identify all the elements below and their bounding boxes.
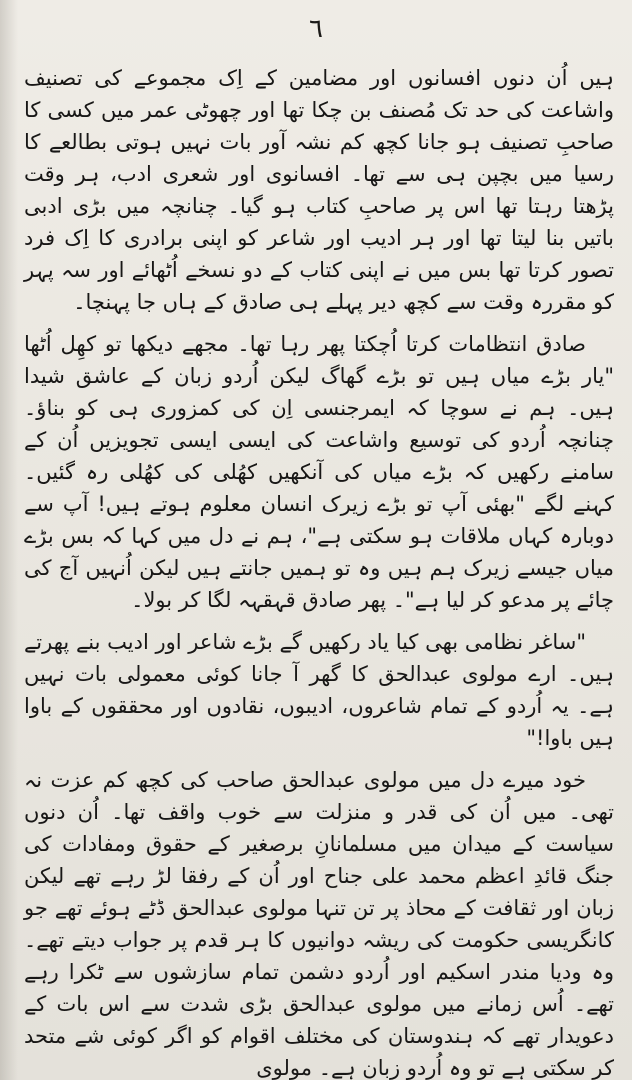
paragraph-1: ہیں اُن دنوں افسانوں اور مضامین کے اِک مجموعے کی تصنیف واشاعت کی حد تک مُصنف بن چکا تھا اور چھوٹی عمر میں کسی کا صاحبِ تصنیف ہو جانا کچھ کم نشہ آور بات نہیں ہوتی بطالعے کا رسیا میں بچپن ہی سے تھا۔ افسانوی اور شعری ادب، ہر وقت پڑھتا رہتا تھا اس پر صاحبِ کتاب ہو گیا۔ چنانچہ میں بڑی ادبی باتیں بنا لیتا تھا اور ہر ادیب اور شاعر کو اپنی برادری کا اِک فرد تصور کرتا تھا بس میں نے اپنی کتاب کے دو نسخے اُٹھائے اور سہ پہر کو مقررہ وقت سے کچھ دیر پہلے ہی صادق کے ہاں جا پہنچا۔ [24, 66, 614, 314]
paragraph-4: خود میرے دل میں مولوی عبدالحق صاحب کی کچھ کم عزت نہ تھی۔ میں اُن کی قدر و منزلت سے خوب واقف تھا۔ اُن دنوں سیاست کے میدان میں مسلمانانِ برصغیر کے حقوق ومفادات کی جنگ قائدِ اعظم محمد علی جناح اور اُن کے رفقا لڑ رہے تھے لیکن زبان اور ثقافت کے محاذ پر تن تنہا مولوی عبدالحق ڈٹے ہوئے تھے جو کانگریسی حکومت کی ریشہ دوانیوں کا ہر قدم پر جواب دیتے تھے۔ وہ ودیا مندر اسکیم اور اُردو دشمن تمام سازشوں سے ٹکرا رہے تھے۔ اُس زمانے میں مولوی عبدالحق بڑی شدت سے اس بات کے دعویدار تھے کہ ہندوستان کی مختلف اقوام کو اگر کوئی شے متحد کر سکتی ہے تو وہ اُردو زبان ہے۔ مولوی [24, 768, 614, 1080]
page-body-text [24, 62, 614, 1080]
page-number: ٦ [309, 14, 323, 44]
paragraph-2: صادق انتظامات کرتا اُچکتا پھر رہا تھا۔ مجھے دیکھا تو کھِل اُٹھا "یار بڑے میاں ہیں تو بڑے گھاگ لیکن اُردو زبان کے عاشق شیدا ہیں۔ ہم نے سوچا کہ ایمرجنسی اِن کی کمزوری ہی کو بناؤ۔ چنانچہ اُردو کی توسیع واشاعت کی ایسی ایسی تجویزیں اُن کے سامنے رکھیں کہ بڑے میاں کی آنکھیں کھُلی کی کھُلی رہ گئیں۔ کہنے لگے "بھئی آپ تو بڑے زیرک انسان معلوم ہوتے ہیں! آپ سے دوبارہ کہاں ملاقات ہو سکتی ہے"، ہم نے دل میں کہا کہ بس بڑے میاں جیسے زیرک ہم ہیں وہ تو ہمیں جانتے ہیں لیکن اُنہیں آج کی چائے پر مدعو کر لیا ہے"۔ پھر صادق قہقہہ لگا کر بولا۔ [24, 332, 614, 612]
paragraph-3: "ساغر نظامی بھی کیا یاد رکھیں گے بڑے شاعر اور ادیب بنے پھرتے ہیں۔ ارے مولوی عبدالحق کا گھر آ جانا کوئی معمولی بات نہیں ہے۔ یہ اُردو کے تمام شاعروں، ادیبوں، نقادوں اور محققوں کے باوا ہیں باوا!" [24, 630, 614, 750]
